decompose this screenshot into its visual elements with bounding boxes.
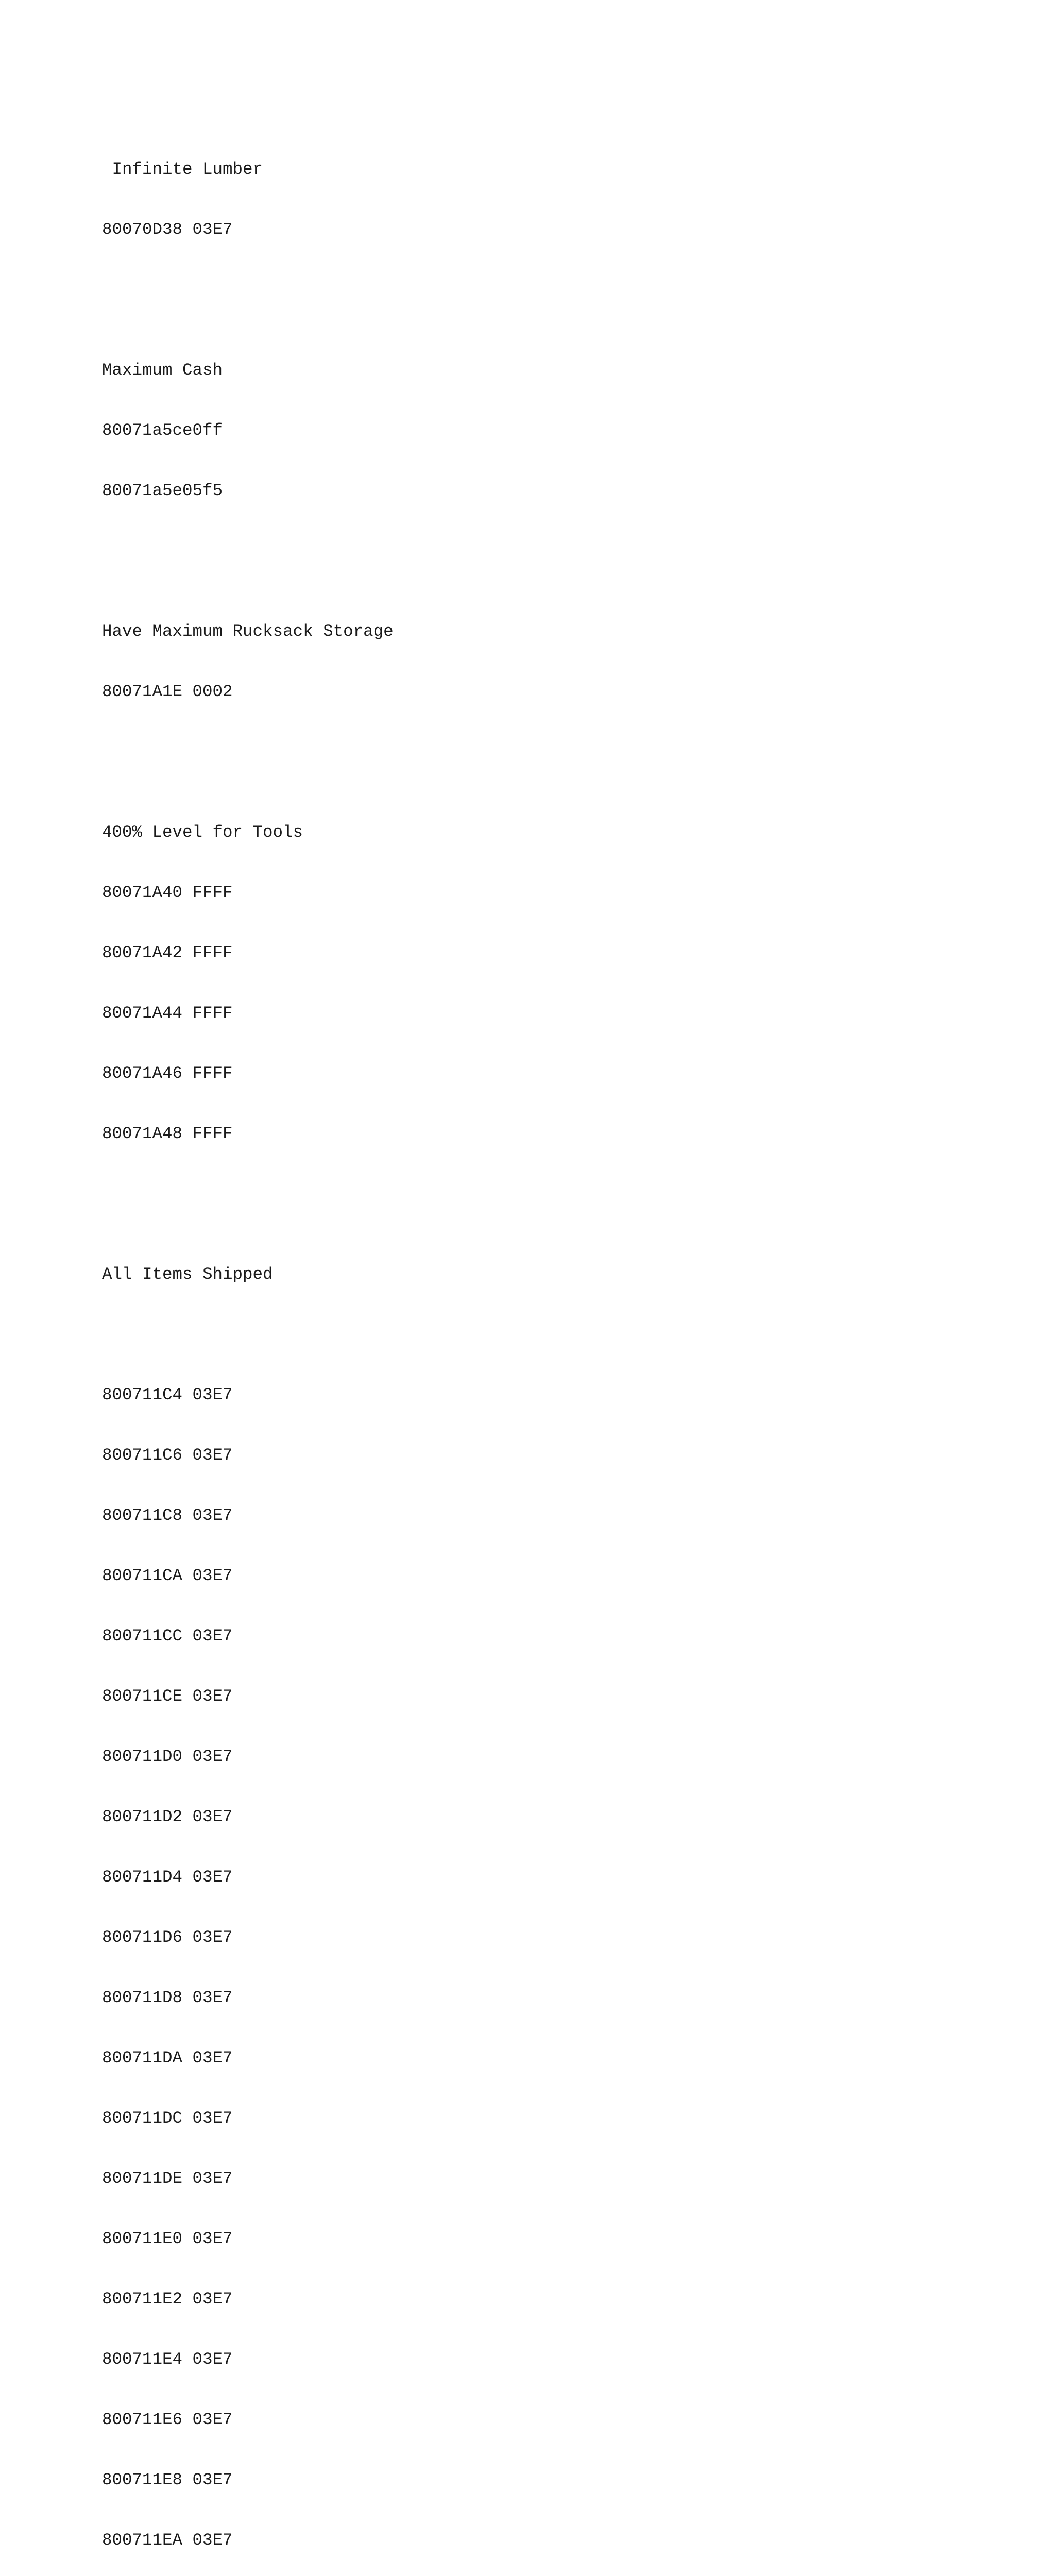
all-items-code: 800711DC 03E7 — [102, 2109, 233, 2128]
all-items-code: 800711C6 03E7 — [102, 1446, 233, 1465]
all-items-code: 800711D6 03E7 — [102, 1928, 233, 1947]
blank-line — [102, 280, 1029, 300]
all-items-code: 800711CE 03E7 — [102, 1687, 233, 1706]
all-items-code: 800711D4 03E7 — [102, 1868, 233, 1887]
all-items-code: 800711D8 03E7 — [102, 1988, 233, 2007]
tools-level-code: 80071A46 FFFF — [102, 1064, 233, 1083]
all-items-code: 800711CA 03E7 — [102, 1566, 233, 1585]
all-items-code: 800711E6 03E7 — [102, 2410, 233, 2429]
tools-level-code: 80071A48 FFFF — [102, 1124, 233, 1143]
all-items-code: 800711D0 03E7 — [102, 1747, 233, 1766]
blank-line — [102, 742, 1029, 762]
tools-level-code: 80071A42 FFFF — [102, 943, 233, 962]
tools-level-title: 400% Level for Tools — [102, 823, 303, 842]
all-items-code: 800711E4 03E7 — [102, 2350, 233, 2369]
maximum-cash-title: Maximum Cash — [102, 361, 223, 380]
all-items-code: 800711DA 03E7 — [102, 2048, 233, 2067]
blank-line — [102, 1184, 1029, 1204]
all-items-code: 800711E8 03E7 — [102, 2470, 233, 2489]
infinite-lumber-code: 80070D38 03E7 — [102, 220, 233, 239]
all-items-code: 800711C4 03E7 — [102, 1385, 233, 1404]
all-items-code: 800711E2 03E7 — [102, 2290, 233, 2309]
tools-level-code: 80071A40 FFFF — [102, 883, 233, 902]
rucksack-code: 80071A1E 0002 — [102, 682, 233, 701]
all-items-code: 800711C8 03E7 — [102, 1506, 233, 1525]
document-page — [102, 99, 1029, 2576]
infinite-lumber-title: Infinite Lumber — [102, 160, 263, 179]
all-items-code: 800711CC 03E7 — [102, 1626, 233, 1646]
all-items-shipped-title: All Items Shipped — [102, 1265, 273, 1284]
maximum-cash-code: 80071a5ce0ff — [102, 421, 223, 440]
rucksack-title: Have Maximum Rucksack Storage — [102, 622, 394, 641]
maximum-cash-code: 80071a5e05f5 — [102, 481, 223, 500]
all-items-code: 800711EA 03E7 — [102, 2531, 233, 2550]
blank-line — [102, 541, 1029, 561]
all-items-code: 800711D2 03E7 — [102, 1807, 233, 1826]
all-items-code: 800711E0 03E7 — [102, 2229, 233, 2248]
tools-level-code: 80071A44 FFFF — [102, 1004, 233, 1023]
all-items-code: 800711DE 03E7 — [102, 2169, 233, 2188]
blank-line — [102, 1325, 1029, 1345]
